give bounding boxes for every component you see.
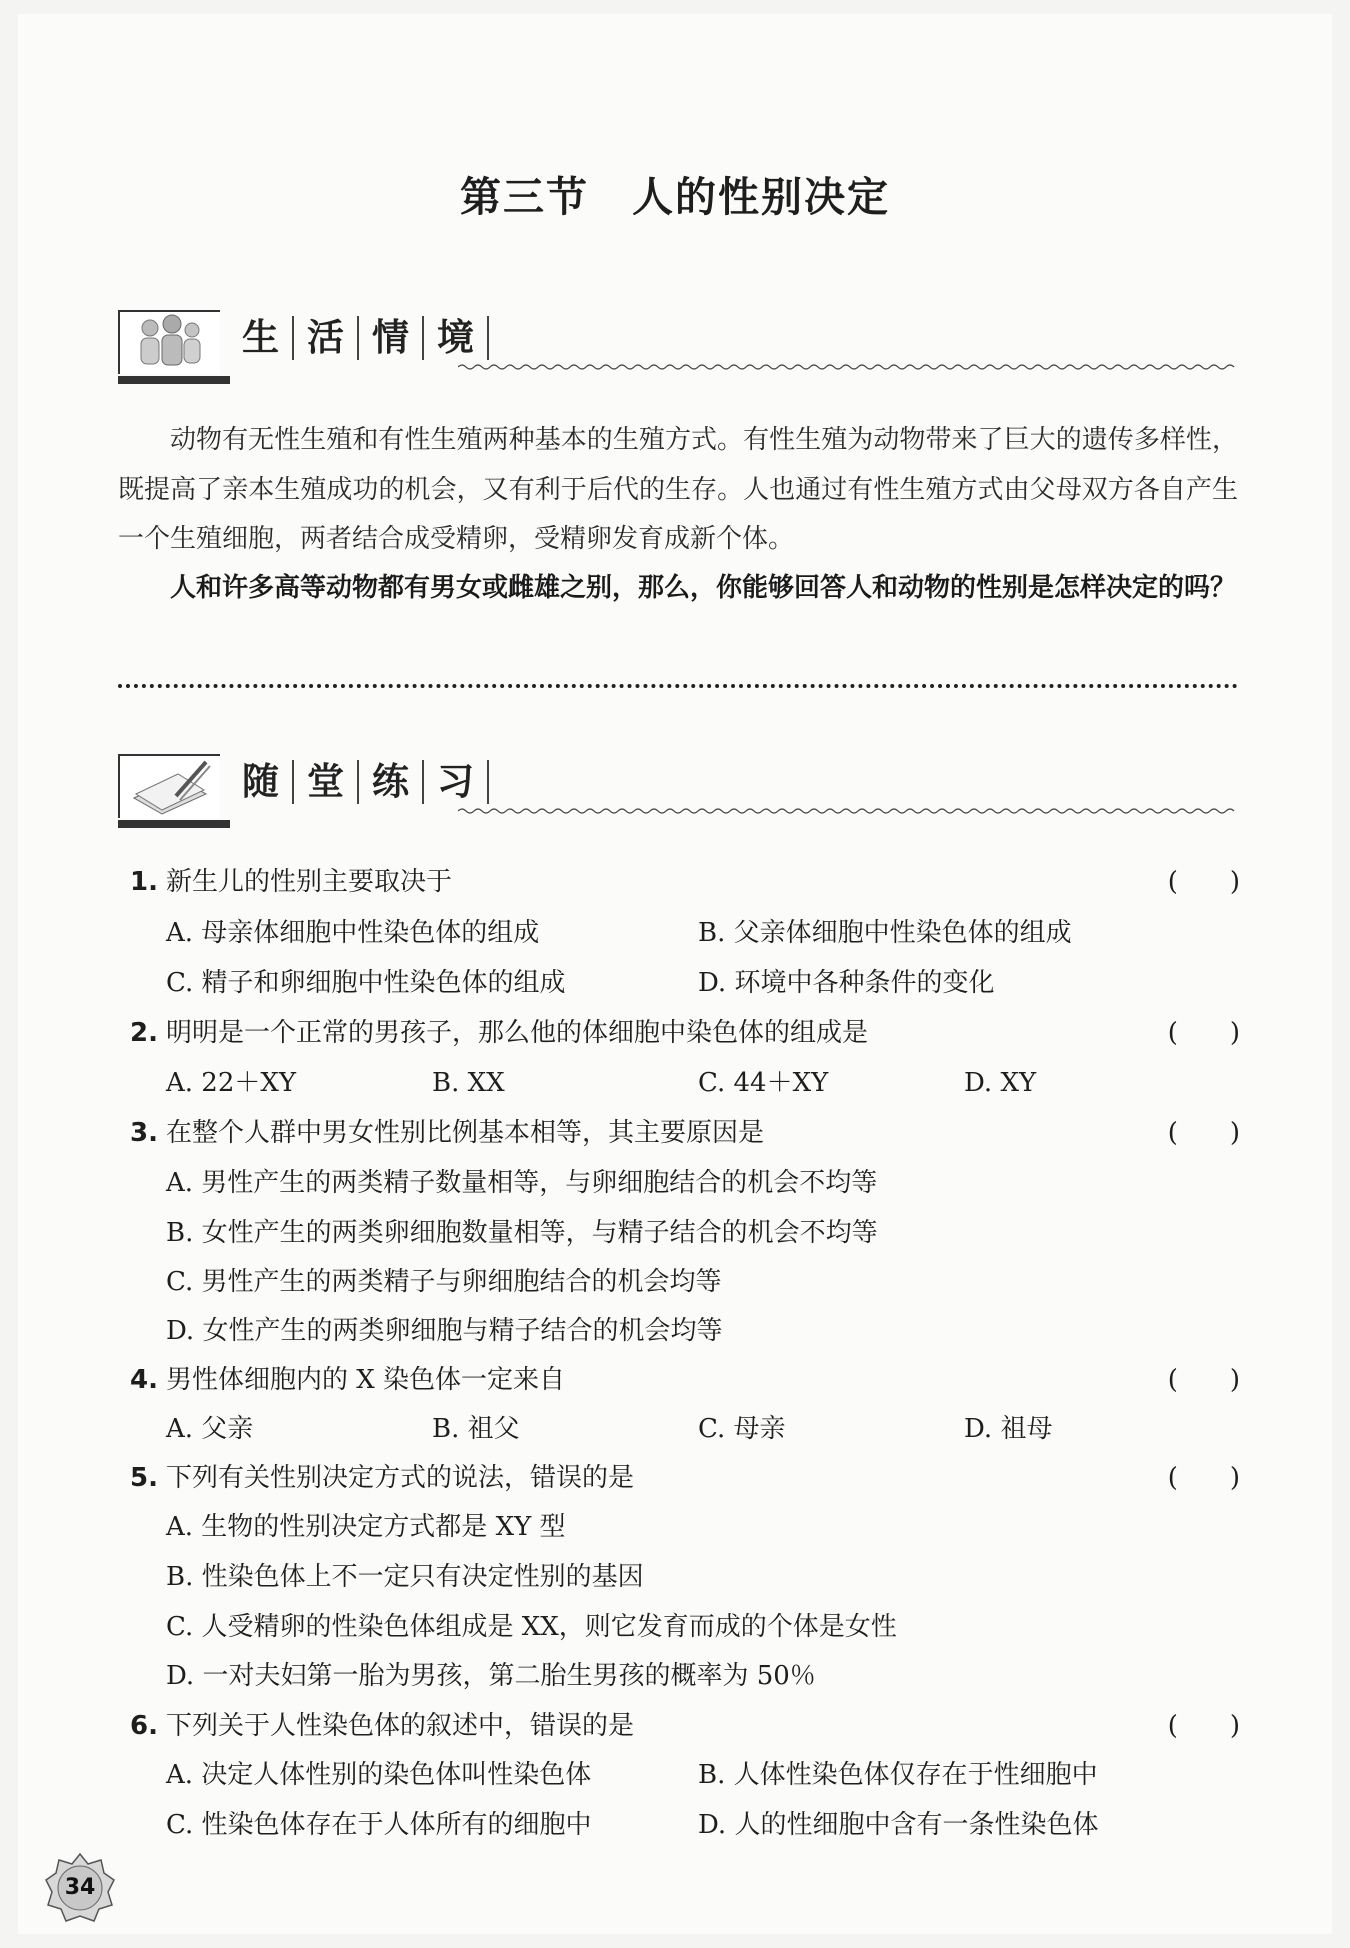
section-header-life-context	[118, 310, 1236, 380]
answer-blank[interactable]: ( )	[1167, 867, 1240, 897]
page-number: 34	[64, 1875, 96, 1900]
page-number-badge	[44, 1852, 116, 1924]
option-c: C. 母亲	[698, 1414, 786, 1444]
answer-blank[interactable]: ( )	[1167, 1018, 1240, 1048]
option-c: C. 44＋XY	[698, 1068, 829, 1098]
option-d: D. 一对夫妇第一胎为男孩，第二胎生男孩的概率为 50％	[166, 1661, 816, 1691]
section-title: 随 堂 练 习	[242, 760, 489, 804]
option-a: A. 生物的性别决定方式都是 XY 型	[166, 1512, 566, 1542]
question-stem: 下列关于人性染色体的叙述中，错误的是	[165, 1711, 634, 1741]
option-b: B. XX	[432, 1068, 505, 1098]
option-a: A. 男性产生的两类精子数量相等，与卵细胞结合的机会不均等	[166, 1168, 878, 1198]
option-c: C. 精子和卵细胞中性染色体的组成	[166, 968, 566, 998]
answer-blank[interactable]: ( )	[1167, 1118, 1240, 1148]
answer-blank[interactable]: ( )	[1167, 1365, 1240, 1395]
option-b: B. 性染色体上不一定只有决定性别的基因	[166, 1562, 644, 1592]
option-c: C. 性染色体存在于人体所有的细胞中	[166, 1810, 592, 1840]
question-stem: 下列有关性别决定方式的说法，错误的是	[165, 1463, 634, 1493]
question-3: 3. 在整个人群中男女性别比例基本相等，其主要原因是 ( )	[130, 1113, 1240, 1153]
people-group-icon	[120, 312, 220, 374]
dotted-divider	[118, 684, 1238, 692]
option-b: B. 祖父	[432, 1414, 520, 1444]
question-5: 5. 下列有关性别决定方式的说法，错误的是 ( )	[130, 1458, 1240, 1498]
intro-question: 人和许多高等动物都有男女或雌雄之别，那么，你能够回答人和动物的性别是怎样决定的吗？	[170, 573, 1237, 603]
wavy-rule	[458, 362, 1238, 372]
answer-blank[interactable]: ( )	[1167, 1711, 1240, 1741]
question-1: 1. 新生儿的性别主要取决于 ( )	[130, 862, 1240, 902]
option-b: B. 人体性染色体仅存在于性细胞中	[698, 1760, 1098, 1790]
section-icon-frame	[118, 310, 220, 374]
question-stem: 新生儿的性别主要取决于	[165, 867, 452, 897]
option-d: D. XY	[964, 1068, 1037, 1098]
section-header-practice	[118, 754, 1236, 824]
question-2: 2. 明明是一个正常的男孩子，那么他的体细胞中染色体的组成是 ( )	[130, 1013, 1240, 1053]
option-c: C. 男性产生的两类精子与卵细胞结合的机会均等	[166, 1267, 722, 1297]
question-6: 6. 下列关于人性染色体的叙述中，错误的是 ( )	[130, 1706, 1240, 1746]
option-a: A. 母亲体细胞中性染色体的组成	[166, 918, 540, 948]
option-a: A. 父亲	[166, 1414, 254, 1444]
question-4: 4. 男性体细胞内的 X 染色体一定来自 ( )	[130, 1360, 1240, 1400]
section-title: 生 活 情 境	[242, 316, 489, 360]
question-stem: 在整个人群中男女性别比例基本相等，其主要原因是	[165, 1118, 764, 1148]
option-d: D. 女性产生的两类卵细胞与精子结合的机会均等	[166, 1316, 723, 1346]
option-b: B. 父亲体细胞中性染色体的组成	[698, 918, 1072, 948]
notebook-pen-icon	[120, 756, 220, 818]
page-title: 第三节 人的性别决定	[460, 173, 890, 221]
question-stem: 明明是一个正常的男孩子，那么他的体细胞中染色体的组成是	[165, 1018, 868, 1048]
option-d: D. 人的性细胞中含有一条性染色体	[698, 1810, 1099, 1840]
question-stem: 男性体细胞内的 X 染色体一定来自	[165, 1365, 566, 1395]
option-c: C. 人受精卵的性染色体组成是 XX，则它发育而成的个体是女性	[166, 1612, 897, 1642]
wavy-rule	[458, 806, 1238, 816]
option-d: D. 环境中各种条件的变化	[698, 968, 995, 998]
intro-paragraph: 动物有无性生殖和有性生殖两种基本的生殖方式。有性生殖为动物带来了巨大的遗传多样性，既提高了亲本生殖成功的机会，又有利于后代的生存。人也通过有性生殖方式由父母双方各自产生一个生殖细胞，两者结合成受精卵，受精卵发育成新个体。	[118, 425, 1238, 554]
option-a: A. 22＋XY	[166, 1068, 297, 1098]
answer-blank[interactable]: ( )	[1167, 1463, 1240, 1493]
section-icon-frame	[118, 754, 220, 818]
option-b: B. 女性产生的两类卵细胞数量相等，与精子结合的机会不均等	[166, 1218, 878, 1248]
option-d: D. 祖母	[964, 1414, 1053, 1444]
option-a: A. 决定人体性别的染色体叫性染色体	[166, 1760, 592, 1790]
